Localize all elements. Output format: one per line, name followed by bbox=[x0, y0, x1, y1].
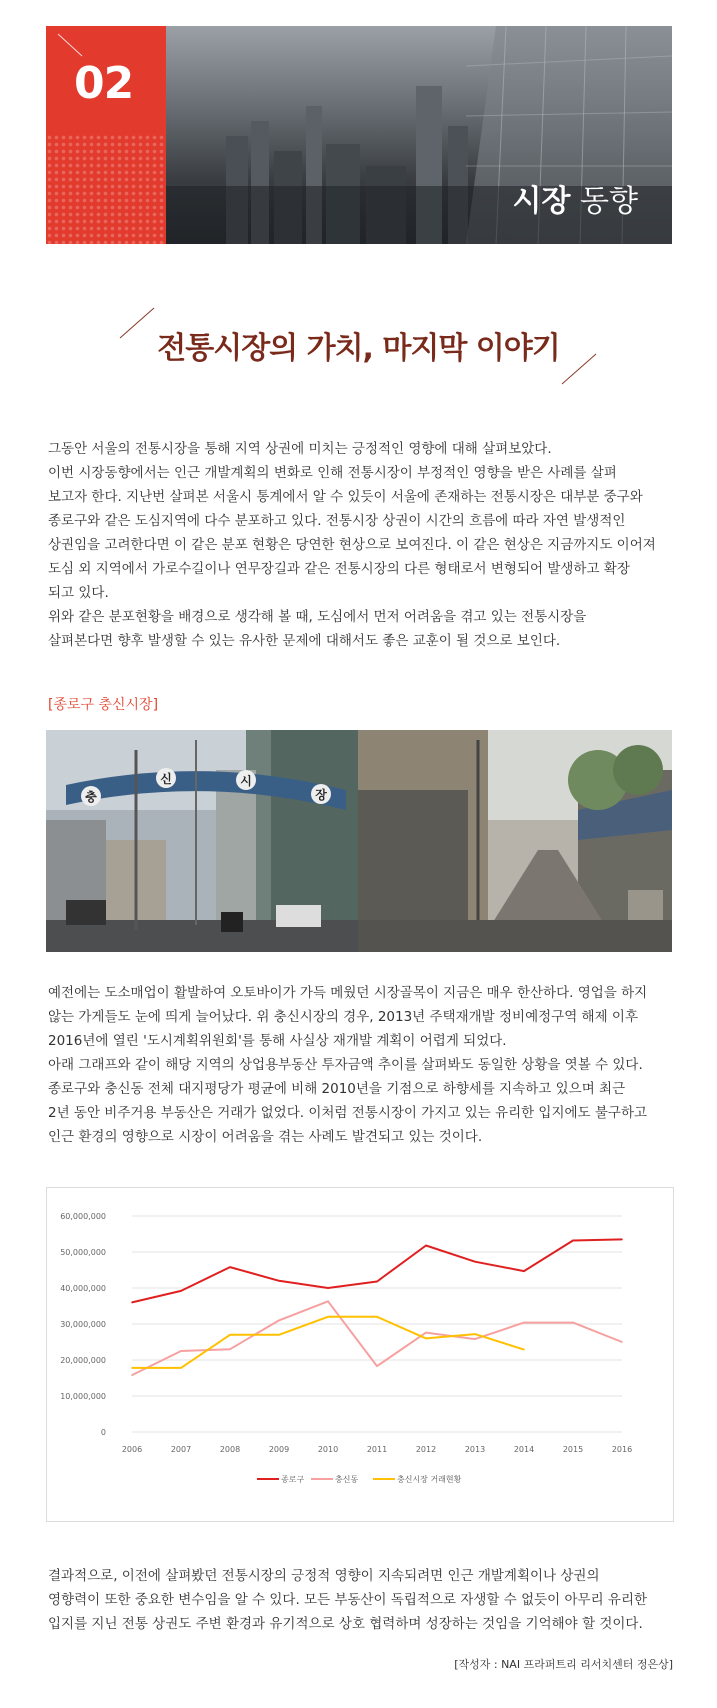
data-point bbox=[327, 1301, 329, 1303]
data-point bbox=[425, 1338, 427, 1340]
data-point bbox=[229, 1348, 231, 1350]
x-tick-label: 2016 bbox=[611, 1445, 633, 1454]
intro-paragraph bbox=[48, 437, 678, 653]
data-point bbox=[376, 1316, 378, 1318]
legend-label: 충신시장 거래현황 bbox=[397, 1475, 462, 1484]
gate-sign-char: 시 bbox=[240, 774, 252, 788]
market-street-illustration bbox=[358, 730, 672, 952]
y-tick-label: 30,000,000 bbox=[60, 1320, 106, 1329]
data-point bbox=[131, 1367, 133, 1369]
x-tick-label: 2015 bbox=[562, 1445, 584, 1454]
data-point bbox=[523, 1349, 525, 1351]
data-point bbox=[572, 1322, 574, 1324]
banner-number: 02 bbox=[74, 58, 134, 109]
page-title: 전통시장의 가치, 마지막 이야기 bbox=[157, 331, 560, 366]
y-tick-label: 50,000,000 bbox=[60, 1248, 106, 1257]
y-tick-label: 10,000,000 bbox=[60, 1392, 106, 1401]
intro-line: 상권임을 고려한다면 이 같은 분포 현황은 당연한 현상으로 보여진다. 이 같은 현상은 지금까지도 이어져 bbox=[48, 537, 656, 553]
market-gate-illustration bbox=[46, 730, 358, 952]
x-tick-label: 2006 bbox=[121, 1445, 143, 1454]
y-tick-label: 40,000,000 bbox=[60, 1284, 106, 1293]
data-point bbox=[474, 1261, 476, 1263]
banner-title-bold: 시장 bbox=[512, 184, 571, 219]
x-tick-label: 2011 bbox=[366, 1445, 388, 1454]
gate-sign-char: 장 bbox=[315, 788, 327, 802]
y-tick-label: 0 bbox=[100, 1428, 106, 1437]
data-point bbox=[474, 1333, 476, 1335]
banner-title bbox=[513, 176, 638, 220]
data-point bbox=[523, 1322, 525, 1324]
intro-line: 살펴본다면 향후 발생할 수 있는 유사한 문제에 대해서도 좋은 교훈이 될 것으로 보인다. bbox=[48, 633, 561, 649]
price-trend-chart bbox=[46, 1187, 674, 1522]
data-point bbox=[180, 1350, 182, 1352]
gate-sign-char: 충 bbox=[85, 790, 97, 804]
data-point bbox=[327, 1287, 329, 1289]
data-point bbox=[180, 1367, 182, 1369]
data-point bbox=[278, 1334, 280, 1336]
legend-label: 충신동 bbox=[335, 1475, 359, 1484]
x-tick-label: 2007 bbox=[170, 1445, 192, 1454]
market-street-photo bbox=[358, 730, 672, 952]
body-line: 인근 환경의 영향으로 시장이 어려움을 겪는 사례도 발견되고 있는 것이다. bbox=[48, 1129, 483, 1145]
data-point bbox=[131, 1302, 133, 1304]
y-tick-label: 60,000,000 bbox=[60, 1212, 106, 1221]
data-point bbox=[376, 1365, 378, 1367]
data-point bbox=[327, 1316, 329, 1318]
data-point bbox=[621, 1341, 623, 1343]
data-point bbox=[278, 1320, 280, 1322]
data-point bbox=[131, 1374, 133, 1376]
line-chart bbox=[47, 1188, 673, 1521]
x-tick-label: 2014 bbox=[513, 1445, 535, 1454]
conclusion-line: 영향력이 또한 중요한 변수임을 알 수 있다. 모든 부동산이 독립적으로 자생할 수 없듯이 아무리 유리한 bbox=[48, 1592, 648, 1608]
x-tick-label: 2012 bbox=[415, 1445, 437, 1454]
data-point bbox=[425, 1332, 427, 1334]
data-point bbox=[572, 1240, 574, 1242]
market-gate-photo bbox=[46, 730, 358, 952]
intro-line: 종로구와 같은 도심지역에 다수 분포하고 있다. 전통시장 상권이 시간의 흐름에 따라 자연 발생적인 bbox=[48, 513, 626, 529]
data-point bbox=[229, 1266, 231, 1268]
data-point bbox=[621, 1239, 623, 1241]
x-tick-label: 2008 bbox=[219, 1445, 241, 1454]
market-subhead: [종로구 충신시장] bbox=[48, 697, 159, 713]
data-point bbox=[229, 1334, 231, 1336]
data-point bbox=[278, 1280, 280, 1282]
conclusion-line: 결과적으로, 이전에 살펴봤던 전통시장의 긍정적 영향이 지속되려면 인근 개발계획이나 상권의 bbox=[48, 1568, 600, 1584]
series-line-1 bbox=[132, 1239, 622, 1302]
intro-line: 이번 시장동향에서는 인근 개발계획의 변화로 인해 전통시장이 부정적인 영향을 받은 사례를 살펴 bbox=[48, 465, 617, 481]
intro-line: 보고자 한다. 지난번 살펴본 서울시 통계에서 알 수 있듯이 서울에 존재하는 전통시장은 대부분 중구와 bbox=[48, 489, 643, 505]
intro-line: 그동안 서울의 전통시장을 통해 지역 상권에 미치는 긍정적인 영향에 대해 살펴보았다. bbox=[48, 441, 552, 457]
body-line: 종로구와 충신동 전체 대지평당가 평균에 비해 2010년을 기점으로 하향세를 지속하고 있으며 최근 bbox=[48, 1081, 626, 1097]
body-line: 예전에는 도소매업이 활발하여 오토바이가 가득 메웠던 시장골목이 지금은 매우 한산하다. 영업을 하지 bbox=[48, 985, 648, 1001]
intro-line: 되고 있다. bbox=[48, 585, 109, 601]
title-slash-right bbox=[560, 352, 600, 386]
gate-sign-char: 신 bbox=[160, 772, 172, 786]
data-point bbox=[425, 1245, 427, 1247]
legend-label: 종로구 bbox=[281, 1475, 305, 1484]
data-point bbox=[376, 1281, 378, 1283]
x-tick-label: 2010 bbox=[317, 1445, 339, 1454]
banner-halftone-pattern bbox=[46, 134, 166, 244]
data-point bbox=[523, 1270, 525, 1272]
body-paragraph bbox=[48, 981, 678, 1149]
series-line-2 bbox=[132, 1301, 622, 1375]
data-point bbox=[474, 1338, 476, 1340]
data-point bbox=[180, 1290, 182, 1292]
conclusion-paragraph bbox=[48, 1564, 678, 1636]
banner-title-rest: 동향 bbox=[580, 184, 638, 219]
x-tick-label: 2013 bbox=[464, 1445, 486, 1454]
body-line: 2년 동안 비주거용 부동산은 거래가 없었다. 이처럼 전통시장이 가지고 있는 유리한 입지에도 불구하고 bbox=[48, 1105, 648, 1121]
section-banner bbox=[46, 26, 672, 244]
conclusion-line: 입지를 지닌 전통 상권도 주변 환경과 유기적으로 상호 협력하며 성장하는 것임을 기억해야 할 것이다. bbox=[48, 1616, 643, 1632]
banner-number-panel bbox=[46, 26, 166, 244]
intro-line: 위와 같은 분포현황을 배경으로 생각해 볼 때, 도심에서 먼저 어려움을 겪고 있는 전통시장을 bbox=[48, 609, 587, 625]
body-line: 않는 가게들도 눈에 띄게 늘어났다. 위 충신시장의 경우, 2013년 주택재개발 정비예정구역 해제 이후 bbox=[48, 1009, 638, 1025]
intro-line: 도심 외 지역에서 가로수길이나 연무장길과 같은 전통시장의 다른 형태로서 변형되어 발생하고 확장 bbox=[48, 561, 630, 577]
x-tick-label: 2009 bbox=[268, 1445, 290, 1454]
y-tick-label: 20,000,000 bbox=[60, 1356, 106, 1365]
body-line: 2016년에 열린 '도시계획위원회'를 통해 사실상 재개발 계획이 어렵게 되었다. bbox=[48, 1033, 507, 1049]
author-credit: [작성자 : NAI 프라퍼트리 리서치센터 정은상] bbox=[454, 1658, 673, 1671]
body-line: 아래 그래프와 같이 해당 지역의 상업용부동산 투자금액 추이를 살펴봐도 동일한 상황을 엿볼 수 있다. bbox=[48, 1057, 643, 1073]
